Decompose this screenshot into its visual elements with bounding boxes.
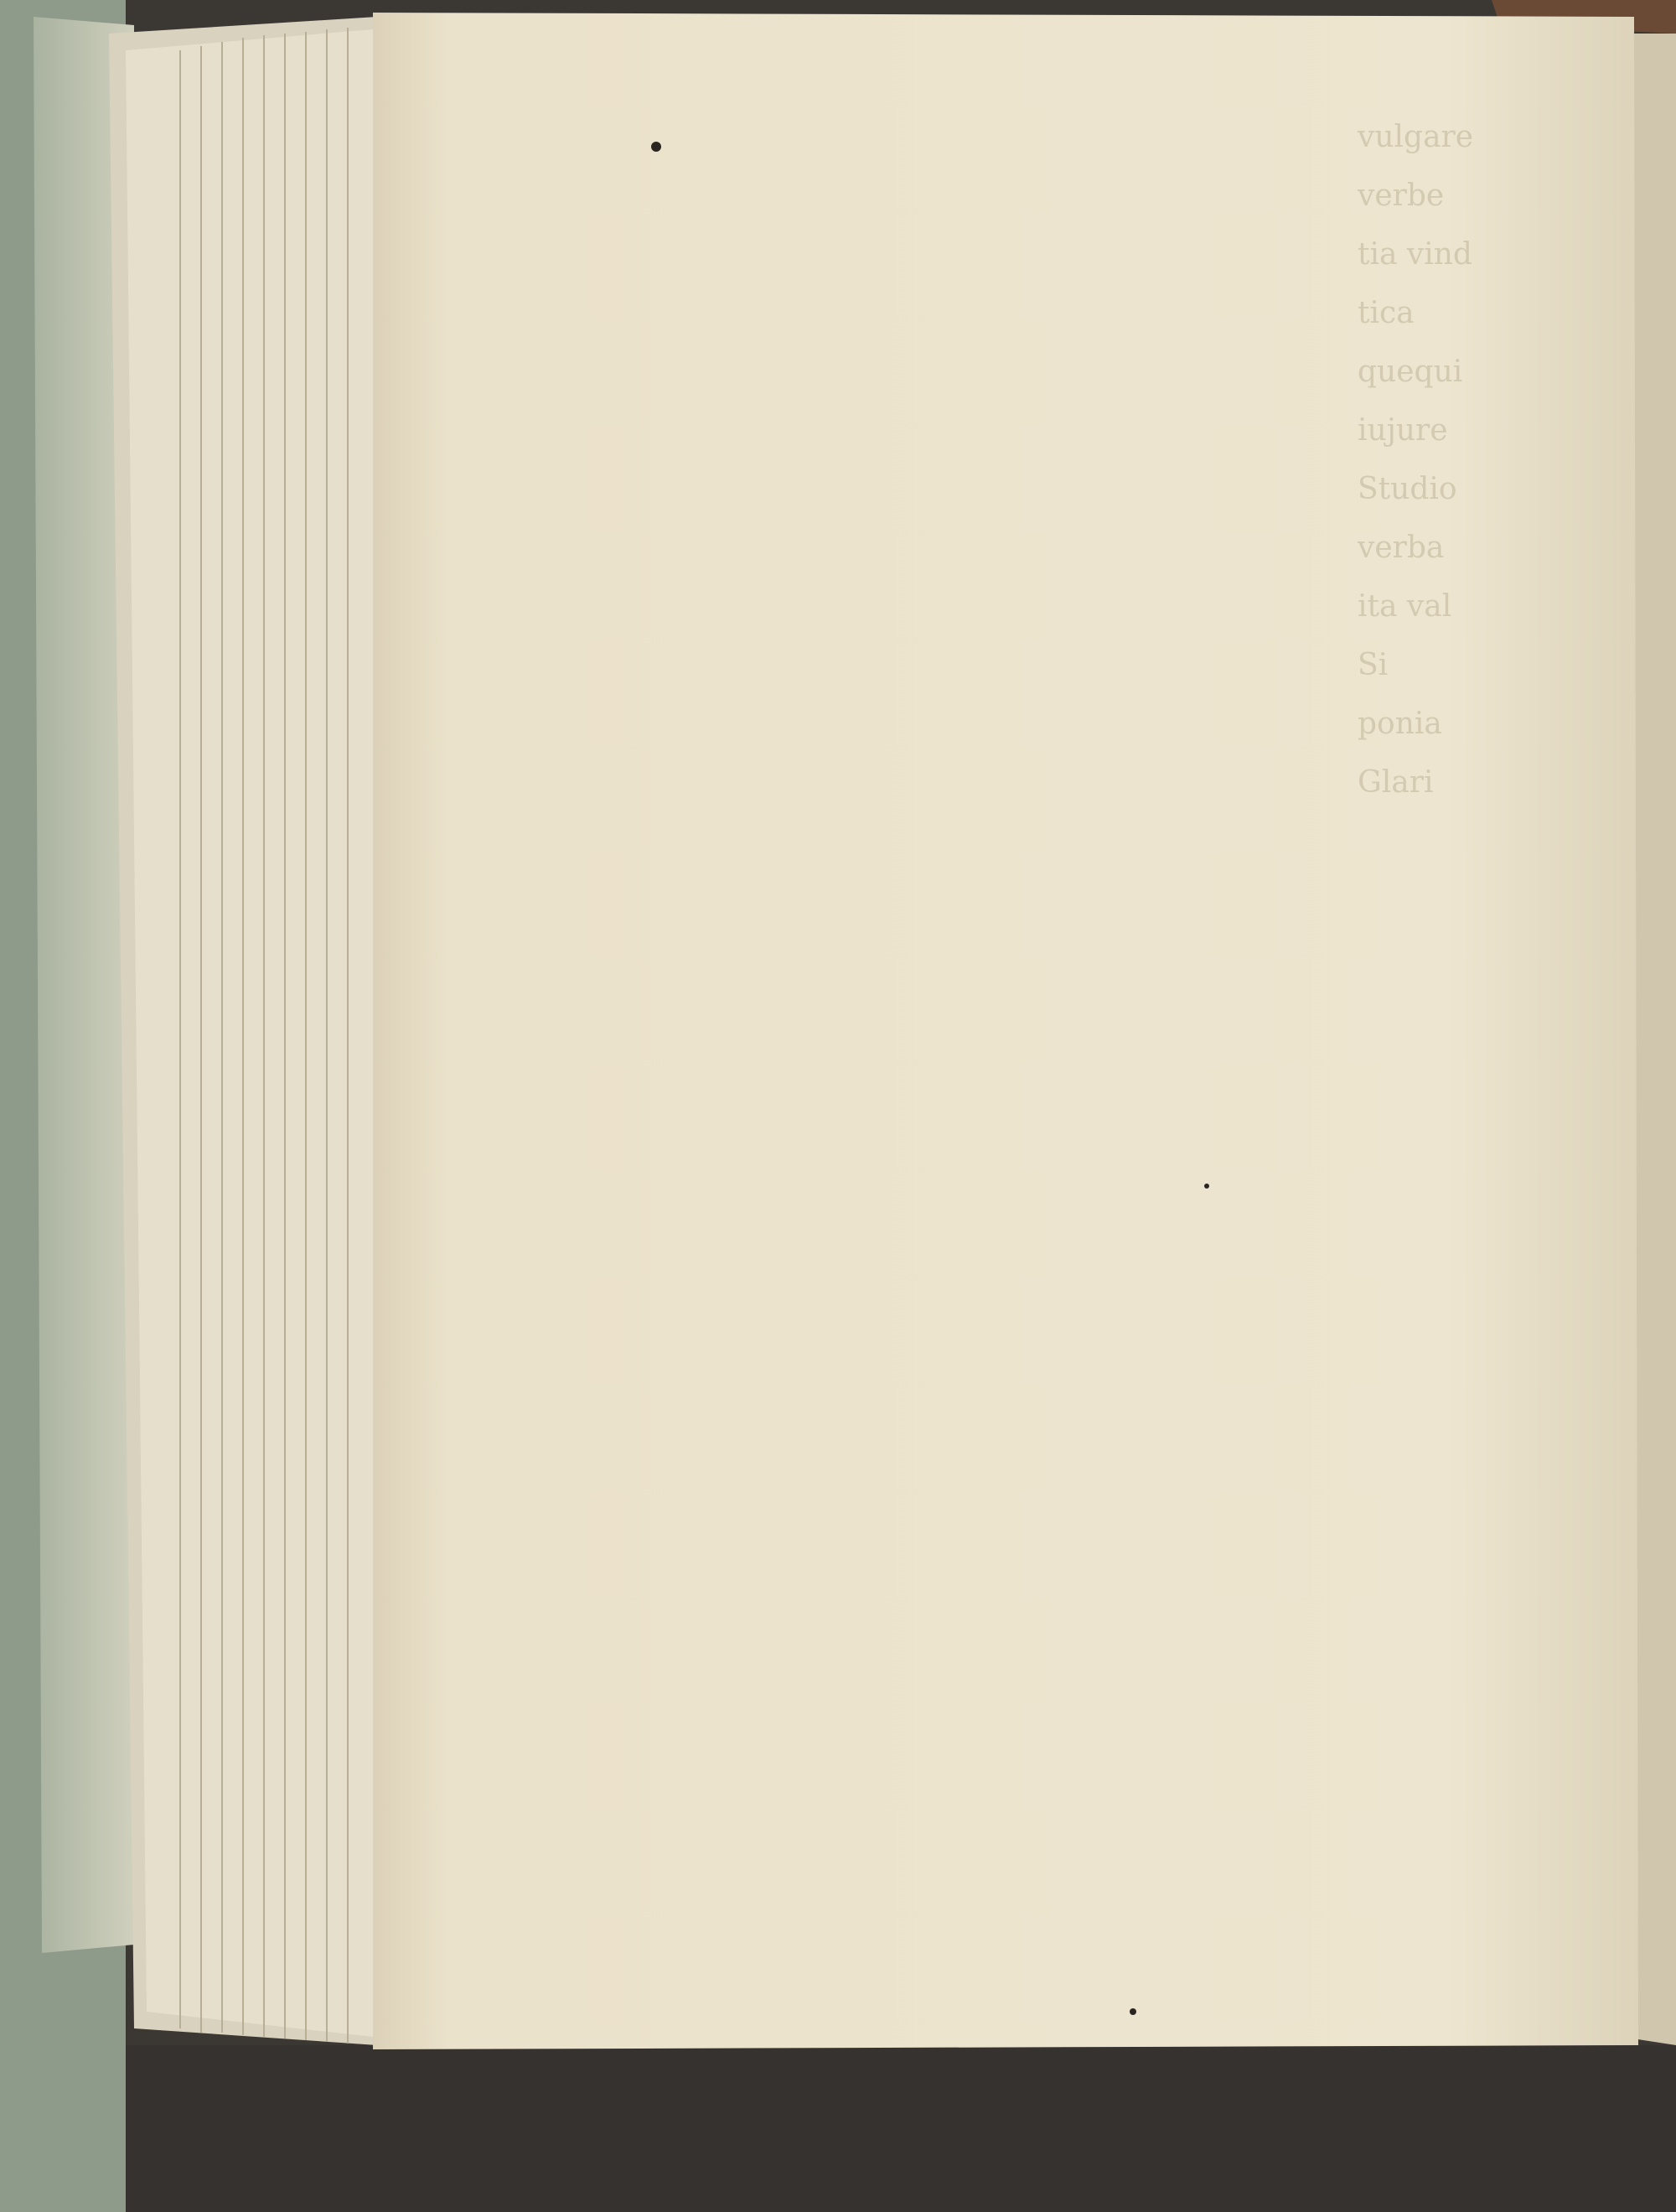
svg-text:tia vind: tia vind: [1358, 237, 1472, 272]
svg-text:ponia: ponia: [1358, 707, 1442, 741]
svg-text:verbe: verbe: [1358, 179, 1445, 213]
svg-text:Glari: Glari: [1358, 765, 1434, 800]
svg-text:Studio: Studio: [1358, 472, 1457, 506]
svg-text:quequi: quequi: [1358, 355, 1463, 389]
svg-text:Si: Si: [1358, 648, 1389, 682]
svg-text:iujure: iujure: [1358, 413, 1448, 448]
svg-text:tica: tica: [1358, 296, 1415, 330]
svg-text:ita val: ita val: [1358, 589, 1452, 624]
svg-text:verba: verba: [1358, 531, 1445, 565]
svg-text:vulgare: vulgare: [1358, 120, 1474, 154]
